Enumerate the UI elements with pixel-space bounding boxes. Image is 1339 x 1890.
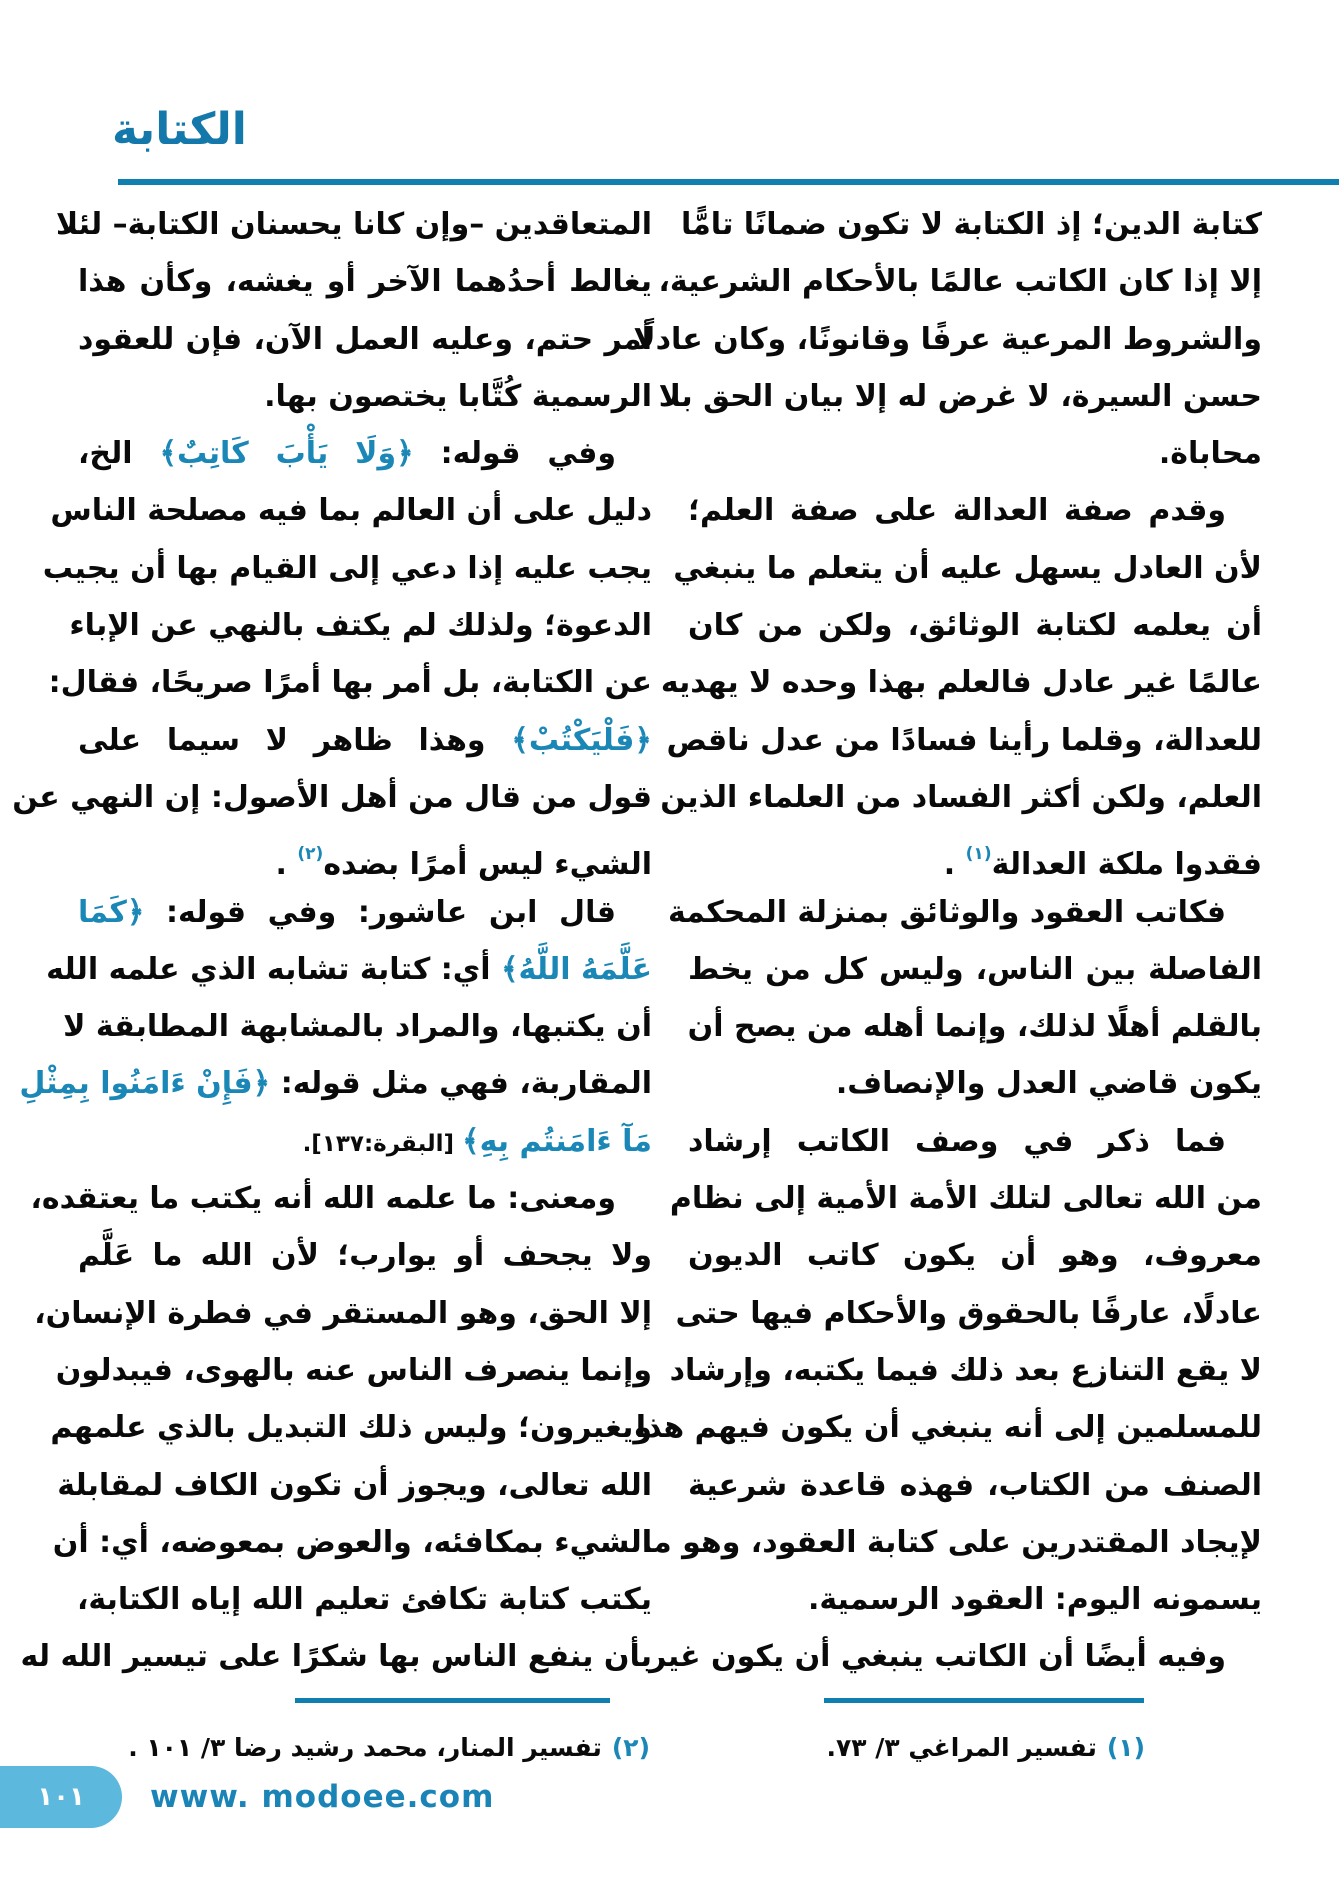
- quran-quote: مَآ ءَامَنتُم بِهِ﴾: [462, 1123, 652, 1159]
- text-run: فما ذكر في وصف الكاتب إرشاد: [688, 1123, 1226, 1159]
- text-run: .: [275, 847, 298, 883]
- text-line: [55, 196, 652, 253]
- text-line: [78, 311, 652, 368]
- text-line: [688, 826, 1262, 883]
- text-run: عادلًا، عارفًا بالحقوق والأحكام فيها حتى: [675, 1295, 1262, 1331]
- text-line: [78, 368, 652, 425]
- quran-quote: ﴿كَمَا: [78, 894, 145, 930]
- text-line: [34, 1285, 652, 1342]
- text-line: [633, 311, 1262, 368]
- text-line: [78, 712, 652, 769]
- text-line: [688, 941, 1262, 998]
- text-run: يكون قاضي العدل والإنصاف.: [835, 1066, 1262, 1102]
- text-line: [658, 368, 1262, 425]
- text-run: وإنما ينصرف الناس عنه بالهوى، فيبدلون: [55, 1352, 652, 1388]
- text-line: [688, 482, 1262, 539]
- column-right: [633, 196, 1262, 1688]
- text-line: [675, 1285, 1262, 1342]
- text-line: [680, 196, 1262, 253]
- text-run: وقدم صفة العدالة على صفة العلم؛: [688, 493, 1226, 529]
- text-line: [20, 1628, 652, 1685]
- quran-quote: ﴿وَلَا يَأْبَ كَاتِبٌ﴾: [159, 436, 414, 472]
- footnote-1-text: تفسير المراغي ٣/ ٧٣.: [826, 1733, 1097, 1762]
- text-run: العلم، ولكن أكثر الفساد من العلماء الذين: [660, 779, 1262, 815]
- text-line: [688, 998, 1262, 1055]
- text-line: [48, 654, 652, 711]
- text-run: الدعوة؛ ولذلك لم يكتف بالنهي عن الإباء: [69, 608, 652, 644]
- text-line: [42, 540, 652, 597]
- website-link[interactable]: www. modoee.com: [150, 1779, 495, 1815]
- text-line: [52, 1514, 652, 1571]
- text-line: [30, 1170, 652, 1227]
- text-run: عالمًا غير عادل فالعلم بهذا وحده لا يهديه: [660, 665, 1262, 701]
- text-run: أي: كتابة تشابه الذي علمه الله: [46, 951, 501, 987]
- text-run: المتعاقدين –وإن كانا يحسنان الكتابة– لئلا: [55, 207, 652, 242]
- page-number: ١٠١: [37, 1782, 85, 1812]
- text-line: [69, 597, 652, 654]
- text-run: معروف، وهو أن يكون كاتب الديون: [688, 1238, 1262, 1274]
- text-line: [78, 1227, 652, 1284]
- text-run: وفي قوله:: [413, 436, 616, 472]
- text-run: المقاربة، فهي مثل قوله:: [270, 1066, 652, 1102]
- text-line: [660, 654, 1262, 711]
- text-run: أمر حتم، وعليه العمل الآن، فإن للعقود: [78, 321, 652, 357]
- text-line: [50, 1399, 652, 1456]
- text-run: بالقلم أهلًا لذلك، وإنما أهله من يصح أن: [687, 1009, 1262, 1045]
- text-line: [635, 1399, 1262, 1456]
- text-run: ومعنى: ما علمه الله أنه يكتب ما يعتقده،: [30, 1181, 616, 1217]
- text-run: الصنف من الكتاب، فهذه قاعدة شرعية: [688, 1467, 1262, 1503]
- text-line: [658, 253, 1262, 310]
- text-line: [78, 1571, 652, 1628]
- text-run: من الله تعالى لتلك الأمة الأمية إلى نظام: [669, 1181, 1262, 1217]
- text-run: حسن السيرة، لا غرض له إلا بيان الحق بلا: [658, 378, 1262, 414]
- text-line: [688, 1113, 1262, 1170]
- text-run: محاباة.: [1158, 436, 1262, 472]
- footnote-2: [130, 1722, 650, 1774]
- text-line: [673, 540, 1262, 597]
- footnote-1-marker: (١): [1106, 1733, 1145, 1762]
- page-number-tab: [0, 1766, 122, 1828]
- text-run: قال ابن عاشور: وفي قوله:: [144, 894, 616, 930]
- text-line: [649, 1628, 1262, 1685]
- text-line: [660, 769, 1262, 826]
- text-run: للمسلمين إلى أنه ينبغي أن يكون فيهم هذا: [635, 1410, 1262, 1446]
- quran-quote: ﴿فَإِنْ ءَامَنُوا بِمِثْلِ: [19, 1066, 271, 1102]
- quran-quote: عَلَّمَهُ اللَّهُ﴾: [500, 951, 652, 987]
- text-line: [50, 482, 652, 539]
- text-run: للعدالة، وقلما رأينا فسادًا من عدل ناقص: [666, 722, 1262, 758]
- text-run: يغالط أحدُهما الآخر أو يغشه، وكأن هذا: [78, 264, 652, 300]
- text-run: دليل على أن العالم بما فيه مصلحة الناس: [50, 493, 652, 529]
- footnote-divider-left: [295, 1698, 610, 1703]
- text-line: [57, 1457, 652, 1514]
- text-line: [669, 1342, 1262, 1399]
- column-left: [12, 196, 652, 1688]
- text-line: [688, 1457, 1262, 1514]
- text-run: الشيء بمكافئه، والعوض بمعوضه، أي: أن: [52, 1524, 652, 1560]
- text-run: لا يقع التنازع بعد ذلك فيما يكتبه، وإرشاد: [669, 1352, 1262, 1388]
- text-run: ولا يجحف أو يوارب؛ لأن الله ما عَلَّم: [78, 1238, 652, 1274]
- text-run: لإيجاد المقتدرين على كتابة العقود، وهو ما: [641, 1524, 1262, 1560]
- text-run: الرسمية كُتَّابا يختصون بها.: [264, 378, 652, 414]
- text-line: [19, 1055, 652, 1112]
- text-line: [78, 425, 652, 482]
- text-run: يكتب كتابة تكافئ تعليم الله إياه الكتابة،: [77, 1582, 652, 1618]
- text-run: يجب عليه إذا دعي إلى القيام بها أن يجيب: [42, 550, 652, 586]
- text-run: ويغيرون؛ وليس ذلك التبديل بالذي علمهم: [50, 1410, 652, 1446]
- text-run: إلا إذا كان الكاتب عالمًا بالأحكام الشرعية،: [658, 264, 1262, 300]
- text-run: والشروط المرعية عرفًا وقانونًا، وكان عادلًا: [633, 321, 1262, 357]
- text-run: بأن ينفع الناس بها شكرًا على تيسير الله له: [20, 1639, 652, 1675]
- text-line: [63, 998, 652, 1055]
- text-run: فكاتب العقود والوثائق بمنزلة المحكمة: [667, 894, 1226, 930]
- text-line: [12, 769, 652, 826]
- footnote-2-marker: (٢): [611, 1733, 650, 1762]
- text-line: [688, 1571, 1262, 1628]
- text-run: كتابة الدين؛ إذ الكتابة لا تكون ضمانًا تامًّا: [680, 207, 1262, 242]
- text-run: الشيء ليس أمرًا بضده: [323, 847, 652, 883]
- footnote-divider-right: [824, 1698, 1144, 1703]
- text-run: الخ،: [78, 436, 160, 472]
- text-run: قول من قال من أهل الأصول: إن النهي عن: [12, 779, 652, 815]
- text-line: [78, 826, 652, 883]
- text-run: وفيه أيضًا أن الكاتب ينبغي أن يكون غير: [649, 1639, 1226, 1675]
- text-line: [55, 1342, 652, 1399]
- text-run: يسمونه اليوم: العقود الرسمية.: [807, 1582, 1262, 1618]
- text-run: فقدوا ملكة العدالة: [991, 847, 1262, 883]
- footnote-ref-marker: (١): [965, 844, 992, 865]
- text-line: [641, 1514, 1262, 1571]
- quran-quote: ﴿فَلْيَكْتُبْ﴾: [511, 722, 652, 758]
- text-line: [688, 597, 1262, 654]
- page-title: الكتابة: [112, 104, 247, 155]
- text-line: [688, 425, 1262, 482]
- verse-reference: [البقرة:١٣٧].: [302, 1130, 463, 1157]
- text-run: عن الكتابة، بل أمر بها أمرًا صريحًا، فقال:: [48, 665, 652, 701]
- footnote-1: [700, 1722, 1145, 1774]
- text-run: وهذا ظاهر لا سيما على: [78, 722, 512, 758]
- text-line: [78, 253, 652, 310]
- text-line: [78, 1113, 652, 1170]
- text-line: [688, 1227, 1262, 1284]
- text-run: أن يعلمه لكتابة الوثائق، ولكن من كان: [688, 608, 1262, 644]
- text-line: [46, 941, 652, 998]
- text-line: [667, 884, 1262, 941]
- text-line: [669, 1170, 1262, 1227]
- text-run: الله تعالى، ويجوز أن تكون الكاف لمقابلة: [57, 1467, 652, 1503]
- text-run: لأن العادل يسهل عليه أن يتعلم ما ينبغي: [673, 550, 1262, 586]
- footnote-2-text: تفسير المنار، محمد رشيد رضا ٣/ ١٠١ .: [128, 1733, 602, 1762]
- text-line: [78, 884, 652, 941]
- text-run: أن يكتبها، والمراد بالمشابهة المطابقة لا: [63, 1009, 652, 1045]
- text-run: إلا الحق، وهو المستقر في فطرة الإنسان،: [34, 1295, 652, 1331]
- text-run: الفاصلة بين الناس، وليس كل من يخط: [688, 951, 1262, 987]
- text-line: [688, 1055, 1262, 1112]
- text-run: .: [943, 847, 966, 883]
- header-rule: [118, 179, 1339, 185]
- footnote-ref-marker: (٢): [297, 844, 324, 865]
- text-line: [666, 712, 1262, 769]
